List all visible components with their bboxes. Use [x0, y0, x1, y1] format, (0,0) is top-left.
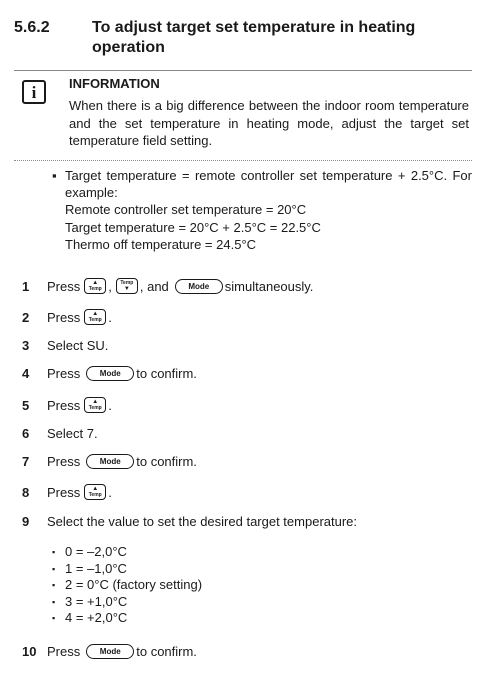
step-2: 2 Press ▲ Temp . [22, 309, 112, 325]
mode-button[interactable]: Mode [175, 279, 223, 294]
step-3: 3 Select SU. [22, 337, 109, 353]
bullet-marker: ▪ [52, 168, 57, 183]
temp-up-button[interactable]: ▲ Temp [84, 309, 106, 325]
list-item: ▪ 1 = –1,0°C [52, 561, 202, 578]
up-arrow-icon: ▲ [92, 399, 99, 405]
temp-up-button[interactable]: ▲ Temp [84, 278, 106, 294]
list-item: ▪ 2 = 0°C (factory setting) [52, 577, 202, 594]
up-arrow-icon: ▲ [92, 280, 99, 286]
section-number: 5.6.2 [14, 19, 50, 36]
up-arrow-icon: ▲ [92, 486, 99, 492]
step-10: 10 Press Mode to confirm. [22, 643, 197, 659]
formula-line-1: Target temperature = remote controller set temperature + 2.5°C. For example: [65, 168, 472, 201]
step-7: 7 Press Mode to confirm. [22, 453, 197, 469]
formula-bullet [52, 167, 472, 253]
step-5: 5 Press ▲ Temp . [22, 397, 112, 413]
mode-button[interactable]: Mode [86, 366, 134, 381]
info-label: INFORMATION [69, 76, 160, 91]
step-text: Press [47, 278, 81, 294]
temp-down-button[interactable]: Temp ▼ [116, 278, 138, 294]
step-4: 4 Press Mode to confirm. [22, 365, 197, 381]
list-item: ▪ 4 = +2,0°C [52, 610, 202, 627]
mode-button[interactable]: Mode [86, 454, 134, 469]
step-8: 8 Press ▲ Temp . [22, 484, 112, 500]
formula-line-4: Thermo off temperature = 24.5°C [65, 236, 257, 252]
section-title: To adjust target set temperature in heating operation [92, 19, 416, 56]
info-icon: i [22, 80, 46, 104]
list-item: ▪ 0 = –2,0°C [52, 544, 202, 561]
mode-button[interactable]: Mode [86, 644, 134, 659]
formula-line-3: Target temperature = 20°C + 2.5°C = 22.5°C [65, 219, 321, 235]
info-top-divider [14, 70, 472, 71]
info-text: When there is a big difference between the indoor room temperature and the set temperature in heating mode, adjust the target set temperature field setting. [69, 98, 469, 148]
list-item: ▪ 3 = +1,0°C [52, 594, 202, 611]
temp-up-button[interactable]: ▲ Temp [84, 484, 106, 500]
step-number: 1 [22, 278, 30, 294]
step-6: 6 Select 7. [22, 425, 98, 441]
info-bottom-divider [14, 160, 472, 161]
up-arrow-icon: ▲ [92, 311, 99, 317]
step-9: 9 Select the value to set the desired target temperature: [22, 513, 358, 529]
step-1: 1 Press ▲ Temp , Temp ▼ , and Mode simultaneously. [22, 278, 314, 294]
formula-line-2: Remote controller set temperature = 20°C [65, 202, 307, 218]
temperature-options [52, 544, 202, 627]
section-heading [14, 18, 452, 58]
temp-up-button[interactable]: ▲ Temp [84, 397, 106, 413]
down-arrow-icon: ▼ [123, 286, 130, 292]
